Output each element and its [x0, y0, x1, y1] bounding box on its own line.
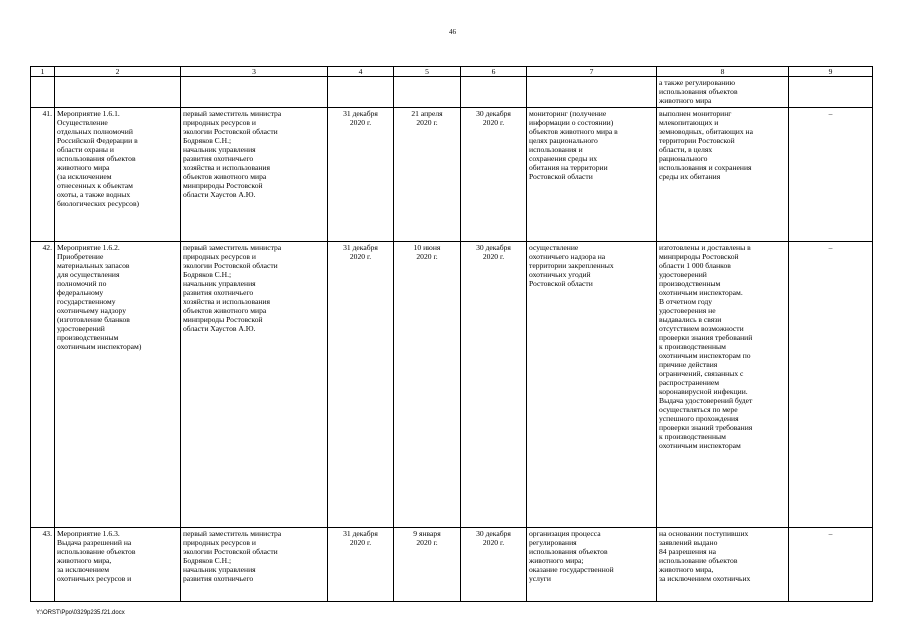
header-cell: 7: [527, 67, 657, 77]
actual-result-cell: на основании поступивших заявлений выдано 84 разрешения на использование объектов животного мира, за исключением охотничьих: [657, 528, 789, 602]
event-cell: Мероприятие 1.6.2. Приобретение материальных запасов для осуществления полномочий по федеральному государственному охотничьему надзору (изготовление бланков удостоверений производственным охотничьим инспекторам): [55, 242, 181, 528]
header-cell: 4: [328, 67, 394, 77]
start-date-cell: 10 июня 2020 г.: [394, 242, 461, 528]
end-date-cell: 30 декабря 2020 г.: [461, 108, 527, 242]
header-cell: 9: [789, 67, 873, 77]
row-number: 43.: [31, 528, 55, 602]
actual-result-cell: выполнен мониторинг млекопитающих и земноводных, обитающих на территории Ростовской области, в целях рационального использования и сохранения среды их обитания: [657, 108, 789, 242]
table-row: [31, 108, 873, 242]
header-cell: 1: [31, 67, 55, 77]
expected-result-cell: организация процесса регулирования использования объектов животного мира; оказание государственной услуги: [527, 528, 657, 602]
table-row: [31, 528, 873, 602]
end-date-cell: 30 декабря 2020 г.: [461, 242, 527, 528]
note-cell: –: [789, 528, 873, 602]
row-number: 42.: [31, 242, 55, 528]
plan-date-cell: 31 декабря 2020 г.: [328, 108, 394, 242]
carry-over-result: а также регулированию использования объектов животного мира: [657, 77, 789, 108]
header-cell: 3: [181, 67, 328, 77]
report-table: [30, 66, 873, 602]
actual-result-cell: изготовлены и доставлены в минприроды Ростовской области 1 000 бланков удостоверений производственным охотничьим инспекторам. В отчетном году удостоверения не выдавались в связи отсутствием возможности проверки знания требований к производственным охотничьим инспекторам по причине действия ограничений, связанных с распространением коронавирусной инфекции. Выдача удостоверений будет осуществляться по мере успешного прохождения проверки знаний требования к производственным охотничьим инспекторам: [657, 242, 789, 528]
start-date-cell: 21 апреля 2020 г.: [394, 108, 461, 242]
note-cell: –: [789, 108, 873, 242]
carry-over-row: [31, 77, 873, 108]
row-number: 41.: [31, 108, 55, 242]
note-cell: –: [789, 242, 873, 528]
responsible-cell: первый заместитель министра природных ресурсов и экологии Ростовской области Бодряков С.Н.; начальник управления развития охотничьего: [181, 528, 328, 602]
expected-result-cell: осуществление охотничьего надзора на территории закрепленных охотничьих угодий Ростовской области: [527, 242, 657, 528]
start-date-cell: 9 января 2020 г.: [394, 528, 461, 602]
header-row: [31, 67, 873, 77]
responsible-cell: первый заместитель министра природных ресурсов и экологии Ростовской области Бодряков С.Н.; начальник управления развития охотничьего хозяйства и использования объектов животного мира минприроды Ростовской области Хаустов А.Ю.: [181, 108, 328, 242]
event-cell: Мероприятие 1.6.1. Осуществление отдельных полномочий Российской Федерации в области охраны и использования объектов животного мира (за исключением отнесенных к объектам охоты, а также водных биологических ресурсов): [55, 108, 181, 242]
header-cell: 5: [394, 67, 461, 77]
event-cell: Мероприятие 1.6.3. Выдача разрешений на использование объектов животного мира, за исключением охотничьих ресурсов и: [55, 528, 181, 602]
table-row: [31, 242, 873, 528]
page-number: 46: [449, 28, 456, 36]
responsible-cell: первый заместитель министра природных ресурсов и экологии Ростовской области Бодряков С.Н.; начальник управления развития охотничьего хозяйства и использования объектов животного мира минприроды Ростовской области Хаустов А.Ю.: [181, 242, 328, 528]
file-path-footer: Y:\ORST\Ppo\0329p235.f21.docx: [36, 610, 125, 616]
plan-date-cell: 31 декабря 2020 г.: [328, 242, 394, 528]
header-cell: 6: [461, 67, 527, 77]
header-cell: 2: [55, 67, 181, 77]
header-cell: 8: [657, 67, 789, 77]
end-date-cell: 30 декабря 2020 г.: [461, 528, 527, 602]
plan-date-cell: 31 декабря 2020 г.: [328, 528, 394, 602]
expected-result-cell: мониторинг (получение информации о состоянии) объектов животного мира в целях рационального использования и сохранения среды их обитания на территории Ростовской области: [527, 108, 657, 242]
